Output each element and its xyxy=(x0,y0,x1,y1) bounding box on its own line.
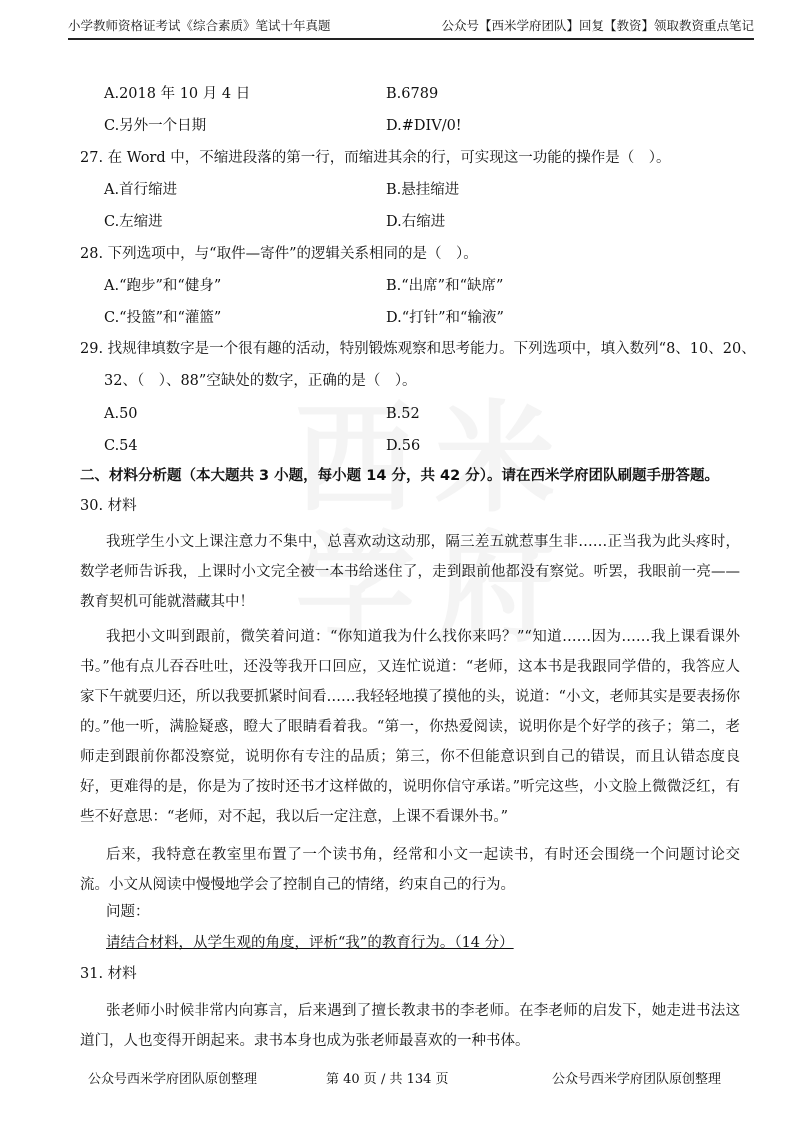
q27-option-d: D.右缩进 xyxy=(386,214,446,230)
q30-paragraph-3: 后来，我特意在教室里布置了一个读书角，经常和小文一起读书，有时还会围绕一个问题讨论交流。小文从阅读中慢慢地学会了控制自己的情绪，约束自己的行为。 xyxy=(80,847,740,893)
q30-question-label: 问题： xyxy=(106,904,150,920)
q30-label: 30. 材料 xyxy=(80,498,137,514)
q30-question: 请结合材料，从学生观的角度，评析“我”的教育行为。（14 分） xyxy=(106,935,514,951)
q27-option-c: C.左缩进 xyxy=(104,214,163,230)
q29-stem-line2: 32、（ ）、88”空缺处的数字，正确的是（ ）。 xyxy=(104,373,417,389)
q29-option-d: D.56 xyxy=(386,438,421,454)
q31-paragraph-1: 张老师小时候非常内向寡言，后来遇到了擅长教隶书的李老师。在李老师的启发下，她走进书法这道门，人也变得开朗起来。隶书本身也成为张老师最喜欢的一种书体。 xyxy=(80,1003,740,1049)
q28-option-d: D.“打针”和“输液” xyxy=(386,310,504,326)
q27-option-a: A.首行缩进 xyxy=(104,182,178,198)
q26-option-d: D.#DIV/0! xyxy=(386,118,462,134)
header-right-text: 公众号【西米学府团队】回复【教资】领取教资重点笔记 xyxy=(441,18,754,33)
q26-option-c: C.另外一个日期 xyxy=(104,118,207,134)
q28-stem: 28. 下列选项中，与“取件—寄件”的逻辑关系相同的是（ ）。 xyxy=(80,246,478,262)
q30-paragraph-1: 我班学生小文上课注意力不集中，总喜欢动这动那，隔三差五就惹事生非……正当我为此头疼时，数学老师告诉我，上课时小文完全被一本书给迷住了，走到跟前他都没有察觉。听罢，我眼前一亮——教育契机可能就潜藏其中！ xyxy=(80,534,740,610)
q30-paragraph-2: 我把小文叫到跟前，微笑着问道：“你知道我为什么找你来吗？”“知道……因为……我上课看课外书。”他有点儿吞吞吐吐，还没等我开口回应，又连忙说道：“老师，这本书是我跟同学借的，我答应人家下午就要归还，所以我要抓紧时间看……我轻轻地摸了摸他的头，说道：“小文，老师其实是要表扬你的。”他一听，满脸疑惑，瞪大了眼睛看着我。“第一，你热爱阅读，说明你是个好学的孩子；第二，老师走到跟前你都没察觉，说明你有专注的品质；第三，你不但能意识到自己的错误，而且认错态度良好，更难得的是，你是为了按时还书才这样做的，说明你信守承诺。”听完这些，小文脸上微微泛红，有些不好意思：“老师，对不起，我以后一定注意，上课不看课外书。” xyxy=(80,629,740,825)
q29-stem-line1: 29. 找规律填数字是一个很有趣的活动，特别锻炼观察和思考能力。下列选项中，填入数列“8、10、20、 xyxy=(80,341,756,357)
q28-option-c: C.“投篮”和“灌篮” xyxy=(104,310,222,326)
footer-left: 公众号西米学府团队原创整理 xyxy=(88,1072,258,1087)
page-number: 第 40 页 / 共 134 页 xyxy=(326,1072,449,1087)
q28-option-b: B.“出席”和“缺席” xyxy=(386,278,504,294)
q27-stem: 27. 在 Word 中，不缩进段落的第一行，而缩进其余的行，可实现这一功能的操作是（ ）。 xyxy=(80,150,671,166)
q29-option-b: B.52 xyxy=(386,406,420,422)
header-left-text: 小学教师资格证考试《综合素质》笔试十年真题 xyxy=(68,18,331,33)
q26-option-b: B.6789 xyxy=(386,86,439,102)
q31-label: 31. 材料 xyxy=(80,966,137,982)
q26-option-a: A.2018 年 10 月 4 日 xyxy=(104,86,251,102)
page-header xyxy=(68,10,754,40)
footer-right: 公众号西米学府团队原创整理 xyxy=(552,1072,722,1087)
q28-option-a: A.“跑步”和“健身” xyxy=(104,278,222,294)
q29-option-c: C.54 xyxy=(104,438,138,454)
q27-option-b: B.悬挂缩进 xyxy=(386,182,460,198)
q29-option-a: A.50 xyxy=(104,406,138,422)
section-title: 二、材料分析题（本大题共 3 小题，每小题 14 分，共 42 分）。请在西米学府团队刷题手册答题。 xyxy=(80,468,719,484)
